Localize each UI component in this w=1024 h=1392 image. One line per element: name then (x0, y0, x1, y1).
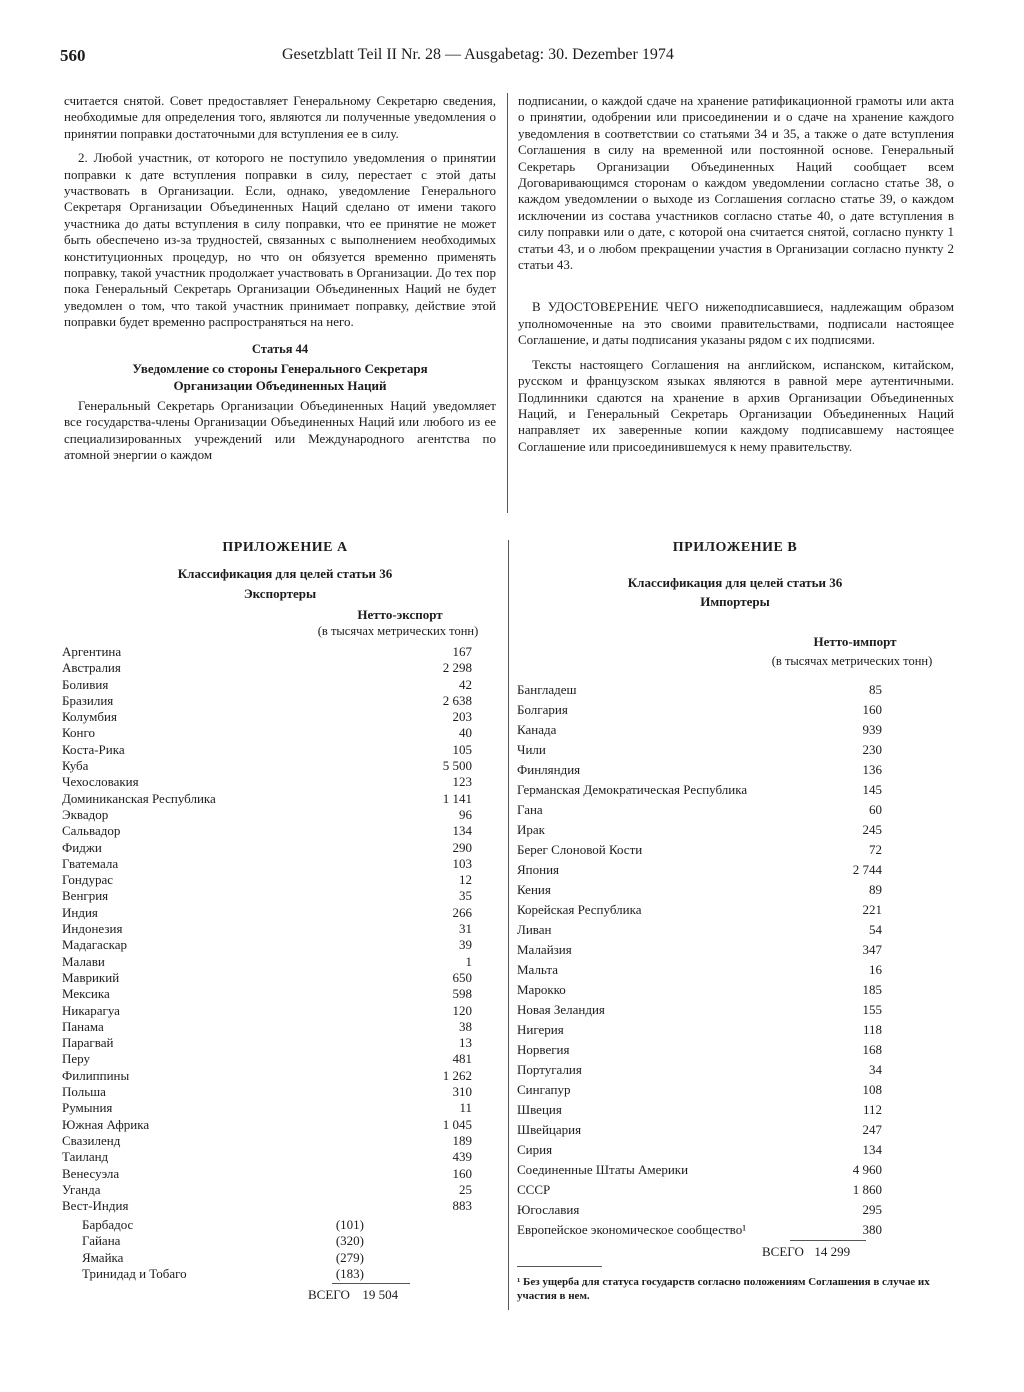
table-row (62, 986, 472, 1002)
net-value: 155 (862, 1002, 882, 1017)
country-name: Ливан (517, 922, 552, 937)
article-number: Статья 44 (251, 341, 309, 356)
table-row (62, 1051, 472, 1067)
table-row (517, 1022, 887, 1042)
net-value: 1 045 (442, 1116, 472, 1132)
table-row (517, 702, 887, 722)
annex-a-unit: (в тысячах метрических тонн) (317, 624, 479, 638)
total-value: 19 504 (362, 1287, 399, 1302)
table-row (62, 709, 472, 725)
annex-divider (508, 540, 509, 1310)
table-row (517, 1222, 887, 1242)
net-value: 439 (452, 1149, 472, 1165)
total-rule (332, 1283, 410, 1284)
net-value: 103 (452, 855, 472, 871)
table-row (62, 1002, 472, 1019)
importers-table (517, 682, 887, 1242)
net-value: 12 (459, 872, 472, 888)
net-value: 112 (862, 1102, 882, 1117)
country-name: Марокко (517, 982, 566, 997)
exporters-table (62, 644, 472, 1214)
page-header (0, 40, 1024, 70)
country-name: Корейская Республика (517, 902, 642, 917)
country-name: Куба (62, 758, 89, 774)
country-name: Берег Слоновой Кости (517, 842, 643, 857)
country-name: Болгария (517, 702, 568, 717)
table-row (517, 1102, 887, 1122)
table-row (517, 682, 887, 702)
country-name: Бангладеш (517, 682, 577, 697)
country-name: Южная Африка (62, 1116, 150, 1132)
net-value: 168 (862, 1042, 882, 1057)
net-value: 2 638 (442, 692, 472, 708)
country-name: Финляндия (517, 762, 581, 777)
net-value: 160 (862, 702, 882, 717)
table-row (62, 676, 472, 693)
net-value: 11 (459, 1100, 472, 1116)
net-value: 189 (452, 1132, 472, 1148)
table-row (62, 904, 472, 921)
footnote-rule (517, 1266, 602, 1267)
annex-b-column-header: Нетто-импорт (813, 634, 897, 649)
net-value: (320) (335, 1233, 364, 1249)
table-row (62, 774, 472, 790)
country-name: Малави (62, 953, 105, 969)
country-name: Польша (62, 1084, 106, 1100)
total-value: 14 299 (814, 1244, 851, 1259)
country-name: Венгрия (62, 888, 109, 904)
net-value: 38 (459, 1018, 472, 1034)
country-name: Бразилия (62, 692, 114, 708)
net-value: 16 (869, 962, 882, 977)
net-value: 203 (452, 709, 472, 725)
table-row (62, 855, 472, 872)
country-name: Панама (62, 1018, 104, 1034)
country-name: Япония (517, 862, 560, 877)
table-row (62, 953, 472, 970)
paragraph: считается снятой. Совет предоставляет Генеральному Секретарю сведения, необходимые для определения того, являются ли полученные уведомления о принятии поправки достаточными для вступления ее в силу. (64, 93, 496, 141)
net-value: 120 (452, 1002, 472, 1018)
net-value: 31 (459, 921, 472, 937)
table-row (517, 822, 887, 842)
net-value: 245 (862, 822, 882, 837)
country-name: Швеция (517, 1102, 562, 1117)
net-value: 160 (452, 1165, 472, 1181)
country-name: Сирия (517, 1142, 553, 1157)
country-name: Боливия (62, 676, 109, 692)
country-name: Чехословакия (62, 774, 139, 790)
annex-b-group: Импортеры (700, 594, 770, 609)
paragraph: 2. Любой участник, от которого не поступило уведомления о принятии поправки к дате вступления поправки в силу, перестает с этой даты участвовать в Организации. Если, однако, уведомление Генерального Секретаря Организации Объединенных Наций сделано от имени такого участника до даты вступления в силу поправки, что ее принятие не может быть обеспечено из-за трудностей, связанных с выполнением необходимых конституционных процедур, но что он обязуется временно применять поправку, такой участник продолжает участвовать в Организации. До тех пор пока Генеральный Секретарь Организации Объединенных Наций не будет уведомлен о том, что такой участник принимает поправку, действие этой поправки будет временно распространяться на него. (64, 150, 496, 330)
table-row (517, 842, 887, 862)
country-name: Аргентина (62, 644, 122, 659)
net-value: 108 (862, 1082, 882, 1097)
country-name: Уганда (62, 1181, 101, 1197)
net-value: 1 262 (442, 1067, 472, 1083)
net-value: 118 (862, 1022, 882, 1037)
left-text-column (64, 93, 496, 464)
country-name: Новая Зеландия (517, 1002, 605, 1017)
country-name: Никарагуа (62, 1002, 120, 1018)
table-row (62, 758, 472, 774)
country-name: Гондурас (62, 872, 113, 888)
table-row (62, 1116, 472, 1133)
table-row (517, 1202, 887, 1222)
table-row (517, 982, 887, 1002)
table-row (62, 660, 472, 676)
table-row (517, 1182, 887, 1202)
table-row (62, 1165, 472, 1182)
net-value: 72 (869, 842, 882, 857)
country-name: Парагвай (62, 1035, 114, 1051)
net-value: 54 (869, 922, 882, 937)
table-row (62, 1035, 472, 1051)
net-value: 60 (869, 802, 882, 817)
country-name: Кения (517, 882, 551, 897)
net-value: 85 (869, 682, 882, 697)
country-name: СССР (517, 1182, 551, 1197)
column-divider (507, 93, 508, 513)
table-row (62, 692, 472, 709)
country-name: Свазиленд (62, 1132, 121, 1148)
table-row (517, 862, 887, 882)
annex-b-subheading: Классификация для целей статьи 36 (627, 575, 843, 590)
net-value: 380 (862, 1222, 882, 1237)
country-name: Ирак (517, 822, 545, 837)
net-value: 650 (452, 969, 472, 985)
table-row (62, 725, 472, 741)
net-value: 42 (459, 676, 472, 692)
net-value: 167 (452, 644, 472, 659)
table-row (517, 1122, 887, 1142)
annex-b-heading: ПРИЛОЖЕНИЕ В (672, 540, 798, 555)
table-row (517, 882, 887, 902)
table-row (62, 1149, 472, 1165)
net-value: 4 960 (852, 1162, 882, 1177)
country-name: Филиппины (62, 1067, 130, 1083)
net-value: 134 (862, 1142, 882, 1157)
right-text-column (518, 93, 954, 455)
country-name: Гватемала (62, 855, 119, 871)
west-indies-subtable (62, 1217, 422, 1282)
footnote: ¹ Без ущерба для статуса государств согласно положениям Соглашения в случае их участия в нем. (517, 1276, 930, 1302)
table-row (517, 922, 887, 942)
paragraph: В УДОСТОВЕРЕНИЕ ЧЕГО нижеподписавшиеся, надлежащим образом уполномоченные на это своими правительствами, подписали настоящее Соглашение, и даты подписания указаны рядом с их подписями. (518, 299, 954, 348)
net-value: 35 (459, 888, 472, 904)
table-row (62, 806, 472, 823)
net-value: 1 141 (442, 790, 472, 806)
table-row (62, 1084, 472, 1100)
table-row (517, 762, 887, 782)
net-value: 266 (452, 904, 472, 920)
country-name: Румыния (62, 1100, 113, 1116)
net-value: 247 (862, 1122, 882, 1137)
country-name: Германская Демократическая Республика (517, 782, 748, 797)
net-value: 25 (459, 1181, 472, 1197)
table-row (62, 1217, 422, 1233)
page-number: 560 (60, 46, 86, 65)
country-name: Чили (517, 742, 546, 757)
country-name: Барбадос (82, 1217, 134, 1232)
annex-b-unit: (в тысячах метрических тонн) (771, 654, 933, 668)
net-value: 598 (452, 986, 472, 1002)
net-value: 310 (452, 1084, 472, 1100)
net-value: (101) (335, 1217, 364, 1232)
table-row (517, 1042, 887, 1062)
table-row (62, 872, 472, 888)
net-value: 40 (459, 725, 472, 741)
net-value: 39 (459, 937, 472, 953)
table-row (62, 1250, 422, 1266)
country-name: Таиланд (62, 1149, 109, 1165)
table-row (62, 969, 472, 986)
country-name: Вест-Индия (62, 1198, 129, 1214)
country-name: Конго (62, 725, 95, 741)
net-value: 145 (862, 782, 882, 797)
table-row (517, 1082, 887, 1102)
country-name: Индонезия (62, 921, 123, 937)
table-row (517, 942, 887, 962)
article-title: Уведомление со стороны Генерального Секретаря (132, 361, 428, 377)
table-row (517, 722, 887, 742)
country-name: Тринидад и Тобаго (82, 1265, 187, 1281)
table-row (62, 644, 472, 660)
country-name: Эквадор (62, 806, 109, 822)
table-row (62, 1067, 472, 1084)
table-row (62, 823, 472, 839)
table-row (517, 802, 887, 822)
net-value: (279) (335, 1249, 364, 1265)
net-value: (183) (335, 1265, 364, 1281)
country-name: Мексика (62, 986, 110, 1002)
annex-a-group: Экспортеры (243, 586, 317, 601)
country-name: Европейское экономическое сообщество¹ (517, 1222, 747, 1237)
country-name: Коста-Рика (62, 741, 125, 757)
table-row (517, 1142, 887, 1162)
country-name: Соединенные Штаты Америки (517, 1162, 689, 1177)
total-rule (790, 1240, 866, 1241)
net-value: 481 (452, 1051, 472, 1067)
country-name: Канада (517, 722, 557, 737)
country-name: Швейцария (517, 1122, 582, 1137)
table-row (62, 921, 472, 937)
net-value: 295 (862, 1202, 882, 1217)
annex-a-heading: ПРИЛОЖЕНИЕ А (222, 540, 348, 555)
country-name: Португалия (517, 1062, 582, 1077)
country-name: Венесуэла (62, 1165, 120, 1181)
net-value: 347 (862, 942, 882, 957)
net-value: 34 (869, 1062, 882, 1077)
net-value: 96 (459, 806, 472, 822)
net-value: 13 (459, 1035, 472, 1051)
table-row (62, 1181, 472, 1198)
table-row (517, 782, 887, 802)
table-row (62, 1018, 472, 1035)
table-row (62, 1100, 472, 1116)
net-value: 1 (465, 953, 472, 969)
paragraph: Тексты настоящего Соглашения на английском, испанском, китайском, русском и французском языках являются в равной мере аутентичными. Подлинники сдаются на хранение в архив Организации Объединенных Наций, и Генеральный Секретарь Организации Объединенных Наций направляет их заверенные копии каждому подписавшему настоящее Соглашение или присоединившемуся к нему правительству. (518, 356, 954, 454)
table-row (517, 1062, 887, 1082)
total-label: ВСЕГО (762, 1244, 804, 1259)
net-value: 105 (452, 741, 472, 757)
net-value: 883 (452, 1198, 472, 1214)
paragraph: Генеральный Секретарь Организации Объединенных Наций уведомляет все государства-члены Организации Объединенных Наций или любого из ее специализированных учреждений или Международного агентства по атомной энергии о каждом (64, 397, 496, 463)
country-name: Норвегия (517, 1042, 570, 1057)
country-name: Сальвадор (62, 823, 121, 839)
table-row (517, 902, 887, 922)
table-row (62, 1198, 472, 1214)
article-title: Организации Объединенных Наций (173, 377, 387, 393)
country-name: Ямайка (82, 1249, 124, 1265)
country-name: Сингапур (517, 1082, 571, 1097)
table-row (62, 839, 472, 856)
net-value: 1 860 (852, 1182, 882, 1197)
annex-a-total (308, 1287, 398, 1303)
total-label: ВСЕГО (308, 1287, 350, 1302)
net-value: 185 (862, 982, 882, 997)
table-row (62, 937, 472, 953)
table-row (62, 741, 472, 758)
country-name: Малайзия (517, 942, 572, 957)
table-row (517, 962, 887, 982)
net-value: 221 (862, 902, 882, 917)
country-name: Мальта (517, 962, 558, 977)
table-row (62, 888, 472, 904)
country-name: Югославия (517, 1202, 580, 1217)
net-value: 5 500 (442, 758, 472, 774)
table-row (62, 1132, 472, 1149)
country-name: Мадагаскар (62, 937, 127, 953)
annex-a-subheading: Классификация для целей статьи 36 (177, 566, 393, 581)
table-row (517, 1162, 887, 1182)
net-value: 134 (452, 823, 472, 839)
country-name: Доминиканская Республика (62, 790, 216, 806)
table-row (62, 1233, 422, 1249)
net-value: 230 (862, 742, 882, 757)
net-value: 2 744 (852, 862, 882, 877)
table-row (517, 742, 887, 762)
net-value: 2 298 (442, 660, 472, 676)
country-name: Гана (517, 802, 543, 817)
country-name: Колумбия (62, 709, 117, 725)
annex-b-total (762, 1244, 850, 1260)
page-title: Gesetzblatt Teil II Nr. 28 — Ausgabetag: 30. Dezember 1974 (282, 46, 674, 63)
net-value: 136 (862, 762, 882, 777)
net-value: 123 (452, 774, 472, 790)
net-value: 939 (862, 722, 882, 737)
paragraph: подписании, о каждой сдаче на хранение ратификационной грамоты или акта о принятии, одобрении или присоединении и о сдаче на хранение каждого уведомления в соответствии со статьями 34 и 35, а также о дате вступления Соглашения в силу на временной или постоянной основе. Генеральный Секретарь Организации Объединенных Наций сообщает всем Договаривающимся сторонам о каждом уведомлении согласно статье 38, о каждом уведомлении о выходе из Соглашения согласно статье 39, о каждом исключении из состава участников согласно статье 40, о дате вступления в силу поправки или о дате, с которой она считается снятой, согласно пункту 1 статьи 43, и о любом прекращении участия в Организации согласно пункту 2 статьи 43. (518, 93, 954, 273)
country-name: Гайана (82, 1233, 121, 1249)
country-name: Индия (62, 904, 98, 920)
table-row (62, 1266, 422, 1282)
country-name: Маврикий (62, 969, 120, 985)
country-name: Австралия (62, 660, 121, 676)
table-row (62, 790, 472, 807)
country-name: Перу (62, 1051, 90, 1067)
net-value: 290 (452, 839, 472, 855)
net-value: 89 (869, 882, 882, 897)
country-name: Нигерия (517, 1022, 564, 1037)
annex-a-column-header: Нетто-экспорт (357, 607, 443, 622)
country-name: Фиджи (62, 839, 102, 855)
table-row (517, 1002, 887, 1022)
